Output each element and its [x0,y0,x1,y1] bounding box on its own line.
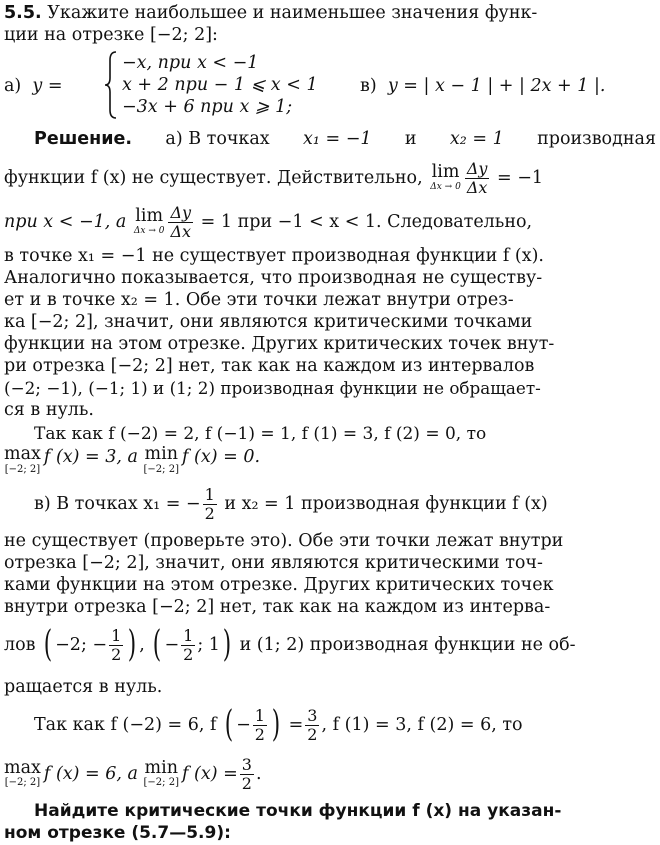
problem-statement-1: Укажите наибольшее и наименьшее значения функ- [47,3,538,23]
v9-dot: . [255,764,262,784]
part-a-label: а) [4,76,22,96]
solution-l1-x2: x₂ = 1 [449,129,504,149]
part-a-label-line [4,75,63,97]
arg-minus: − [236,715,251,735]
max-sub: [−2; 2] [4,463,41,475]
solution-l2-start: функции f (x) не существует. Действительно, [4,168,423,188]
solution-l13-a: f (x) = 3, а [43,447,138,467]
part-v-formula: y = | x − 1 | + | 2x + 1 |. [387,76,606,96]
paren-close: ) [271,704,281,745]
solution-line-1 [4,128,656,150]
min-operator-1 [144,446,179,475]
v9-a: f (x) = 6, а [43,764,138,784]
solution-line-9: ри отрезка [−2; 2] нет, так как на каждом из интервалов [4,356,535,376]
fraction-one-half-2 [109,625,123,664]
v-line-3: отрезка [−2; 2], значит, они являются критическими точ- [4,553,543,573]
frac-den: 2 [111,644,122,664]
paren-close: ) [222,624,232,665]
min-word: min [144,444,178,464]
problem-number: 5.5. [4,3,42,23]
v-line-1 [4,482,656,526]
v-line-4: ками функции на этом отрезке. Других критических точек [4,575,554,595]
lim-sub: Δx → 0 [430,182,461,193]
frac-den: 2 [307,724,318,744]
case-3: −3x + 6 при x ⩾ 1; [122,97,293,117]
v1-end: и x₂ = 1 производная функции f (x) [224,494,548,514]
max-word: max [4,757,41,778]
paren-open: ( [224,704,234,745]
v-line-2: не существует (проверьте это). Обе эти точки лежат внутри [4,531,564,551]
frac-num: Δy [466,158,488,178]
fraction-dy-dx-1 [465,158,490,197]
paren-open: ( [153,624,162,665]
next-task-line-2: ном отрезке (5.7—5.9): [4,823,231,843]
solution-l3-mid: = 1 при −1 < x < 1. Следовательно, [200,212,533,232]
solution-line-4: в точке x₁ = −1 не существует производная функции f (x). [4,246,544,266]
v-line-6: лов ( −2; − $\frac{1}{2}$ ) , ( − $\frac{1}{2}$ ; 1 ) и (1; 2) производная функции не об- [4,624,576,665]
frac-num: 1 [254,705,265,725]
frac-num: 3 [241,754,252,774]
v-line-7: ращается в нуль. [4,677,163,697]
solution-l1-a: а) В точках [165,129,270,149]
limit-expression-1 [430,161,461,193]
next-task-line-1: Найдите критические точки функции f (x) на указан- [34,801,562,821]
limit-expression-2 [133,205,165,237]
frac-num: 1 [183,625,194,645]
fraction-one-half-4 [253,705,267,744]
fraction-one-half-3 [181,625,195,664]
frac-den: 2 [183,644,194,664]
solution-line-3 [4,202,656,242]
v-line-8 [4,700,656,750]
frac-den: 2 [254,724,265,744]
lim-word: lim [135,205,164,226]
solution-l2-end: = −1 [497,168,544,188]
argument-minus-half [222,704,283,745]
fraction-one-half-1 [203,484,217,523]
max-operator-1 [4,446,41,475]
frac-num: 1 [204,484,215,504]
part-a-y: y = [32,76,63,96]
frac-num: Δy [170,202,192,222]
interval-2-minus: − [164,635,180,655]
part-v [360,75,605,97]
frac-den: Δx [466,177,488,197]
solution-line-10: (−2; −1), (−1; 1) и (1; 2) производная функции не обращает- [4,378,541,398]
v-line-9 [4,754,656,794]
solution-line-13 [4,446,656,475]
solution-line-12: Так как f (−2) = 2, f (−1) = 1, f (1) = 3, f (2) = 0, то [34,424,487,444]
min-sub: [−2; 2] [143,777,179,789]
solution-l1-x1: x₁ = −1 [303,129,372,149]
solution-line-11: ся в нуль. [4,400,94,420]
max-word: max [4,444,41,464]
solution-l13-b: f (x) = 0. [182,447,261,467]
solution-line-2 [4,158,656,198]
solution-line-8: функции на этом отрезке. Других критических точек внут- [4,334,555,354]
solution-l1-end: производная [537,129,656,149]
solution-title: Решение. [34,129,133,149]
piecewise-system [122,52,318,118]
v6-end: и (1; 2) производная функции не об- [239,635,576,655]
frac-num: 3 [307,705,318,725]
solution-line-5: Аналогично показывается, что производная не существу- [4,268,543,288]
interval-1 [41,624,139,665]
solution-line-6: ет и в точке x₂ = 1. Обе эти точки лежат внутри отрез- [4,290,514,310]
min-sub: [−2; 2] [143,463,179,475]
lim-word: lim [431,161,460,182]
frac-den: 2 [241,773,252,793]
interval-2-end: ; 1 [197,635,220,655]
min-operator-2 [143,757,179,789]
left-brace-icon [104,50,118,120]
fraction-three-half-2 [240,754,254,793]
v1-start: в) В точках x₁ = − [34,494,201,514]
part-v-label: в) [360,76,377,96]
solution-line-7: ка [−2; 2], значит, они являются критическими точками [4,312,533,332]
paren-open: ( [43,624,53,665]
problem-line-1 [4,2,656,24]
v6-start: лов [4,635,36,655]
fraction-three-half-1 [305,705,319,744]
solution-l3-start: при x < −1, а [4,212,127,232]
frac-den: 2 [204,503,215,523]
frac-num: 1 [111,625,122,645]
v-line-5: внутри отрезка [−2; 2] нет, так как на каждом из интерва- [4,597,551,617]
interval-2 [150,624,234,665]
problem-line-2: ции на отрезке [−2; 2]: [4,25,218,45]
case-2: x + 2 при − 1 ⩽ x < 1 [122,75,318,95]
interval-1-text: −2; − [55,635,108,655]
fraction-dy-dx-2 [168,202,193,241]
v8-start: Так как f (−2) = 6, f [34,715,217,735]
lim-sub: Δx → 0 [133,226,165,237]
frac-den: Δx [170,221,192,241]
solution-l1-and: и [404,129,417,149]
paren-close: ) [128,624,137,665]
v8-eq: = [288,715,304,735]
case-1: −x, при x < −1 [122,53,259,73]
max-operator-2 [4,757,41,789]
v9-b: f (x) = [182,764,238,784]
min-word: min [144,757,178,778]
v8-end: , f (1) = 3, f (2) = 6, то [321,715,523,735]
max-sub: [−2; 2] [4,777,41,789]
